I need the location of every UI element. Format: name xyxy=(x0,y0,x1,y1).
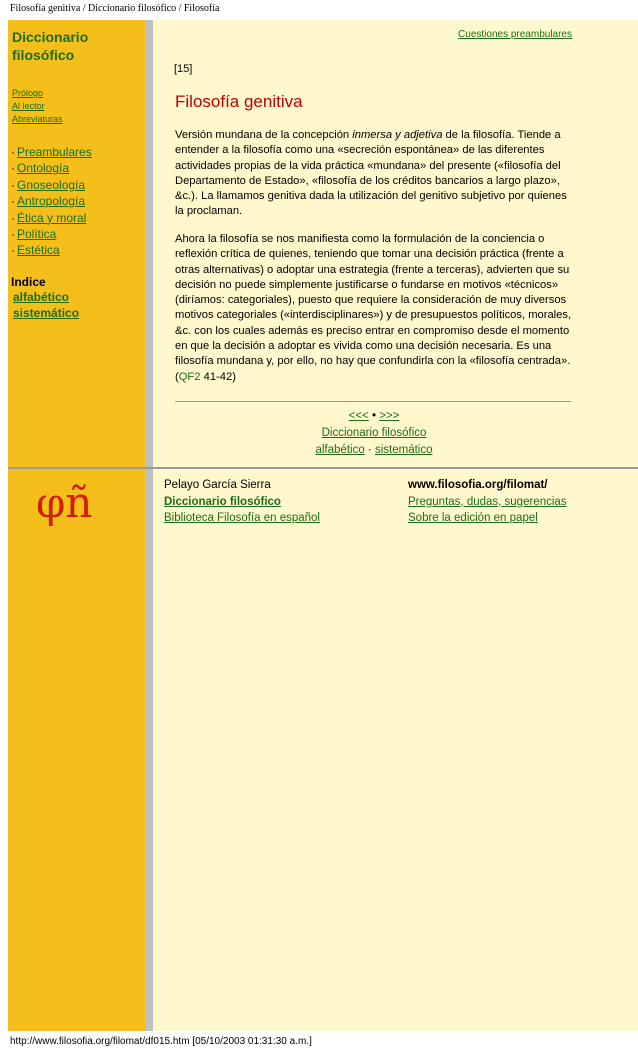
paragraph-2 xyxy=(175,232,575,385)
sidebar-link-abreviaturas[interactable]: Abreviaturas xyxy=(12,114,63,124)
footer-right xyxy=(408,477,567,527)
bullet: · xyxy=(11,227,15,242)
bullet: · xyxy=(11,243,15,258)
text: 41-42) xyxy=(200,370,236,383)
bottom-navigation xyxy=(174,408,574,459)
site-url: www.filosofia.org/filomat/ xyxy=(408,479,548,491)
print-header: Filosofía genitiva / Diccionario filosófico / Filosofía xyxy=(10,3,220,14)
footer-library-link[interactable]: Biblioteca Filosofía en español xyxy=(164,512,320,524)
emphasis: inmersa y adjetiva xyxy=(352,129,443,141)
page-title: Filosofía genitiva xyxy=(175,92,303,111)
page xyxy=(8,20,638,1031)
cuestiones-preambulares-link[interactable]: Cuestiones preambulares xyxy=(458,29,572,40)
text: de la filosofía. Tiende a entender a la filosofía como una «secreción espontánea» de las diferentes actividades propias de la vida práctica «mundana» del presente («filosofía del Departamento de Estado», «filosofía de los créditos bancarios a largo plazo», &c.). La llamamos genitiva dada la utilización del genitivo subjetivo por quienes la proclaman. xyxy=(175,129,567,218)
sidebar-small-nav xyxy=(12,87,63,126)
sidebar-link-antropologia[interactable]: Antropología xyxy=(17,194,86,209)
sidebar-link-gnoseologia[interactable]: Gnoseología xyxy=(17,177,86,192)
sidebar-link-ontologia[interactable]: Ontología xyxy=(17,161,70,176)
bullet: · xyxy=(11,194,15,209)
index-links xyxy=(13,289,79,321)
footer-divider xyxy=(8,467,638,469)
index-link-sistematico[interactable]: sistemático xyxy=(13,306,80,320)
author-name: Pelayo García Sierra xyxy=(164,479,271,491)
sidebar-logo-line1: Diccionario xyxy=(12,29,89,45)
phi-logo[interactable]: φñ xyxy=(36,478,93,527)
separator: • xyxy=(371,410,377,422)
separator: · xyxy=(367,444,372,456)
footer-questions-link[interactable]: Preguntas, dudas, sugerencias xyxy=(408,495,567,508)
text: Versión mundana de la concepción xyxy=(175,129,353,141)
footer-dict-link[interactable]: Diccionario filosófico xyxy=(164,495,281,508)
alfabetico-link[interactable]: alfabético xyxy=(315,444,365,456)
sidebar-logo[interactable] xyxy=(12,28,88,64)
bullet: · xyxy=(11,145,15,159)
print-footer: http://www.filosofia.org/filomat/df015.htm [05/10/2003 01:31:30 a.m.] xyxy=(10,1036,312,1047)
sidebar-link-preambulares[interactable]: Preambulares xyxy=(17,145,92,159)
bullet: · xyxy=(11,177,15,192)
index-heading: Indice xyxy=(11,275,46,289)
next-entry-link[interactable]: >>> xyxy=(379,410,400,422)
sidebar-link-etica-moral[interactable]: Ética y moral xyxy=(17,210,87,225)
sidebar-link-politica[interactable]: Política xyxy=(17,227,57,242)
index-link-alfabetico[interactable]: alfabético xyxy=(13,290,70,304)
sidebar-link-prologo[interactable]: Prólogo xyxy=(12,88,44,98)
diccionario-link[interactable]: Diccionario filosófico xyxy=(321,427,427,439)
entry-number: [15] xyxy=(174,63,193,75)
prev-entry-link[interactable]: <<< xyxy=(348,410,369,422)
sidebar-link-estetica[interactable]: Estética xyxy=(17,243,60,258)
reference-link-qf2[interactable]: QF2 xyxy=(178,370,201,383)
sidebar-link-al-lector[interactable]: Al lector xyxy=(12,101,45,111)
bullet: · xyxy=(11,161,15,176)
footer-left xyxy=(164,477,320,527)
sidebar-border xyxy=(145,20,153,1031)
paragraph-1 xyxy=(175,128,575,220)
sistematico-link[interactable]: sistemático xyxy=(374,444,433,456)
sidebar-logo-line2: filosófico xyxy=(12,47,75,63)
divider xyxy=(175,401,571,402)
sidebar-main-nav xyxy=(11,144,92,259)
text: Ahora la filosofía se nos manifiesta como la formulación de la conciencia o reflexión crítica de quienes, teniendo que tomar una decisión práctica (frente a otras alternativas) o adoptar una estrategia (frente a terceras), advierten que su decisión no puede simplemente justificarse o fundarse en motivos «técnicos» (diríamos: categoriales), puesto que requiere la consideración de muy diversos motivos categoriales («interdisciplinares») y de presupuestos políticos, morales, &c. con los cuales además es preciso entrar en compromiso desde el momento en que la decisión a adoptar es vivida como una decisión necesaria. Es una filosofía mundana y, por ello, no hay que confundirla con la «filosofía centrada». ( xyxy=(175,233,572,383)
bullet: · xyxy=(11,210,15,225)
footer-edition-link[interactable]: Sobre la edición en papel xyxy=(408,512,538,524)
